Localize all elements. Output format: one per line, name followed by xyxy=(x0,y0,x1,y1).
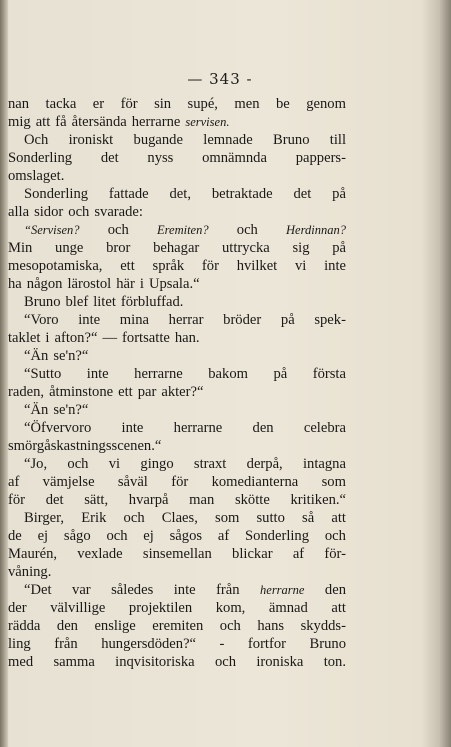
word: servisen. xyxy=(185,115,230,129)
word: inte xyxy=(324,258,346,274)
word: Sonderling xyxy=(244,528,310,544)
word: skötte xyxy=(234,492,270,508)
page-gutter-shadow xyxy=(0,0,8,747)
text-line xyxy=(8,311,346,329)
text-line xyxy=(8,383,346,401)
word: här xyxy=(116,276,135,292)
word: någon xyxy=(26,276,63,292)
word: det xyxy=(100,150,119,166)
word: ett xyxy=(120,258,135,274)
word: herrarne xyxy=(134,366,183,382)
word: och xyxy=(68,204,90,220)
word: sinsemellan xyxy=(142,546,212,562)
word: ämnad xyxy=(268,600,308,616)
text-line xyxy=(8,473,346,491)
word: till xyxy=(329,132,346,148)
word: af xyxy=(217,528,230,544)
word: nan xyxy=(8,96,30,112)
word: sidor xyxy=(34,204,64,220)
word: och xyxy=(107,222,129,238)
word: det, xyxy=(169,186,191,202)
word: eremiten xyxy=(152,618,204,634)
text-line xyxy=(8,167,346,185)
word: Eremiten? xyxy=(156,223,209,237)
word: välvillige xyxy=(50,600,106,616)
word: “Det xyxy=(24,582,52,598)
word: vi xyxy=(108,456,121,472)
word: och xyxy=(106,528,128,544)
word: Bruno xyxy=(309,636,346,652)
word: herrarne xyxy=(173,420,223,436)
word: kritiken.“ xyxy=(290,492,346,508)
word: Herdinnan? xyxy=(286,223,346,237)
word: språk xyxy=(152,258,185,274)
word: omnämnda xyxy=(202,150,267,166)
word: ett xyxy=(118,384,133,400)
word: på xyxy=(273,366,288,382)
word: de xyxy=(8,528,22,544)
word: bakom xyxy=(208,366,248,382)
word: Bruno xyxy=(24,294,61,310)
text-line xyxy=(8,509,346,527)
word: för xyxy=(171,474,189,490)
word: som xyxy=(321,474,346,490)
text-line xyxy=(8,257,346,275)
word: genom xyxy=(306,96,346,112)
text-line xyxy=(8,131,346,149)
word: Bruno xyxy=(273,132,310,148)
word: i xyxy=(45,330,50,346)
word: och xyxy=(324,528,346,544)
word: raden, xyxy=(8,384,45,400)
word: och xyxy=(236,222,258,238)
word: ha xyxy=(8,276,22,292)
word: Erik xyxy=(81,510,107,526)
word: “Sutto xyxy=(24,366,62,382)
page-edge-shadow xyxy=(421,0,451,747)
word: för xyxy=(120,96,138,112)
word: komedianterna xyxy=(211,474,299,490)
word: inte xyxy=(121,420,144,436)
word: från xyxy=(216,582,240,598)
word: straxt xyxy=(193,456,227,472)
word: med xyxy=(8,654,34,670)
text-line xyxy=(8,545,346,563)
word: herrar xyxy=(168,312,204,328)
word: Min xyxy=(8,240,33,256)
word: “Öfvervoro xyxy=(24,420,92,436)
word: rädda xyxy=(8,618,41,634)
word: par xyxy=(137,384,157,400)
page-number: — 343 - xyxy=(187,70,253,88)
word: den xyxy=(252,420,274,436)
word: akter?“ xyxy=(161,384,204,400)
word: förbluffad. xyxy=(120,294,184,310)
word: på xyxy=(332,186,346,202)
word: nyss xyxy=(147,150,174,166)
word: ej xyxy=(143,528,154,544)
word: lemnade xyxy=(203,132,253,148)
word: Maurén, xyxy=(8,546,58,562)
word: supé, xyxy=(187,96,218,112)
word: men xyxy=(234,96,260,112)
word: Claes, xyxy=(161,510,198,526)
word: bugande xyxy=(133,132,183,148)
word: bror xyxy=(106,240,131,256)
text-line xyxy=(8,419,346,437)
word: inte xyxy=(78,312,101,328)
word: Sonderling xyxy=(24,186,89,202)
word: celebra xyxy=(303,420,346,436)
word: skydds- xyxy=(300,618,346,634)
text-line xyxy=(8,491,346,509)
word: vi xyxy=(295,258,307,274)
word: hans xyxy=(257,618,285,634)
word: återsända xyxy=(71,114,127,130)
text-line xyxy=(8,293,346,311)
word: inte xyxy=(86,366,109,382)
word: blef xyxy=(65,294,89,310)
word: få xyxy=(55,114,67,130)
word: “Voro xyxy=(24,312,59,328)
word: se'n?“ xyxy=(53,402,89,418)
word: sin xyxy=(154,96,172,112)
text-line xyxy=(8,581,346,599)
text-line xyxy=(8,455,346,473)
word: mesopotamiska, xyxy=(8,258,103,274)
word: att xyxy=(35,114,51,130)
word: herrarne xyxy=(131,114,181,130)
word: det xyxy=(45,492,64,508)
word: som xyxy=(215,510,240,526)
word: att xyxy=(331,510,346,526)
text-line xyxy=(8,149,346,167)
word: - xyxy=(219,636,225,652)
word: hvarpå xyxy=(128,492,169,508)
word: hvilket xyxy=(236,258,278,274)
body-text xyxy=(8,95,346,671)
word: — xyxy=(102,330,118,346)
word: ironiska xyxy=(256,654,304,670)
word: samma xyxy=(53,654,95,670)
word: derpå, xyxy=(246,456,283,472)
word: Sonderling xyxy=(8,150,73,166)
word: våning. xyxy=(8,564,52,580)
word: vexlade xyxy=(77,546,123,562)
text-line xyxy=(8,203,346,221)
word: hungersdöden?“ xyxy=(101,636,197,652)
text-line xyxy=(8,527,346,545)
word: och xyxy=(219,618,241,634)
word: ej xyxy=(37,528,49,544)
word: i xyxy=(139,276,144,292)
word: unge xyxy=(55,240,84,256)
text-line xyxy=(8,239,346,257)
word: sågo xyxy=(63,528,91,544)
word: det xyxy=(293,186,312,202)
text-line xyxy=(8,365,346,383)
text-line xyxy=(8,437,346,455)
word: Och xyxy=(24,132,49,148)
word: intagna xyxy=(302,456,346,472)
word: herrarne xyxy=(260,583,305,597)
word: den xyxy=(324,582,346,598)
word: mig xyxy=(8,114,31,130)
word: bröder xyxy=(223,312,262,328)
text-line xyxy=(8,401,346,419)
word: sig xyxy=(292,240,310,256)
word: sågos xyxy=(169,528,203,544)
word: från xyxy=(54,636,78,652)
word: omslaget. xyxy=(8,168,65,184)
word: Upsala.“ xyxy=(148,276,200,292)
word: man xyxy=(189,492,215,508)
word: och xyxy=(214,654,237,670)
text-line xyxy=(8,185,346,203)
text-line xyxy=(8,653,346,671)
word: enslige xyxy=(94,618,136,634)
word: att xyxy=(331,600,346,616)
text-line xyxy=(8,635,346,653)
word: han. xyxy=(174,330,200,346)
word: och xyxy=(67,456,89,472)
word: och xyxy=(123,510,145,526)
word: ironiskt xyxy=(68,132,114,148)
word: “Jo, xyxy=(24,456,48,472)
word: för xyxy=(201,258,219,274)
word: svarade: xyxy=(94,204,143,220)
word: “Än xyxy=(24,402,49,418)
word: kom, xyxy=(215,600,246,616)
word: betraktade xyxy=(211,186,273,202)
word: pappers- xyxy=(295,150,346,166)
text-line xyxy=(8,95,346,113)
word: på xyxy=(332,240,346,256)
word: inte xyxy=(173,582,196,598)
text-line xyxy=(8,563,346,581)
word: för xyxy=(8,492,26,508)
word: för- xyxy=(324,546,346,562)
word: ton. xyxy=(323,654,346,670)
text-line xyxy=(8,221,346,239)
word: så xyxy=(302,510,315,526)
word: sätt, xyxy=(84,492,109,508)
text-line xyxy=(8,275,346,293)
word: var xyxy=(72,582,91,598)
word: således xyxy=(111,582,154,598)
word: sutto xyxy=(256,510,285,526)
word: taklet xyxy=(8,330,41,346)
word: se'n?“ xyxy=(53,348,89,364)
word: fortfor xyxy=(247,636,286,652)
word: “Servisen? xyxy=(24,223,80,237)
word: vämjelse xyxy=(42,474,95,490)
text-line xyxy=(8,113,346,131)
word: mina xyxy=(119,312,149,328)
word: fortsatte xyxy=(122,330,170,346)
word: inqvisitoriska xyxy=(115,654,195,670)
word: åtminstone xyxy=(49,384,114,400)
word: smörgåskastningsscenen.“ xyxy=(8,438,162,454)
word: projektilen xyxy=(128,600,193,616)
word: afton?“ xyxy=(54,330,98,346)
word: der xyxy=(8,600,27,616)
word: er xyxy=(92,96,105,112)
text-line xyxy=(8,617,346,635)
word: blickar xyxy=(232,546,273,562)
word: “Än xyxy=(24,348,49,364)
text-line xyxy=(8,599,346,617)
word: spek- xyxy=(314,312,346,328)
word: såväl xyxy=(117,474,148,490)
word: uttrycka xyxy=(221,240,270,256)
word: litet xyxy=(93,294,116,310)
word: fattade xyxy=(108,186,149,202)
word: den xyxy=(56,618,78,634)
word: af xyxy=(8,474,20,490)
word: Birger, xyxy=(24,510,65,526)
text-line xyxy=(8,347,346,365)
word: behagar xyxy=(153,240,200,256)
text-line xyxy=(8,329,346,347)
word: gingo xyxy=(140,456,174,472)
word: på xyxy=(280,312,295,328)
word: af xyxy=(292,546,305,562)
word: be xyxy=(276,96,290,112)
word: alla xyxy=(8,204,30,220)
word: ling xyxy=(8,636,31,652)
word: första xyxy=(312,366,346,382)
word: lärostol xyxy=(67,276,112,292)
word: tacka xyxy=(45,96,77,112)
